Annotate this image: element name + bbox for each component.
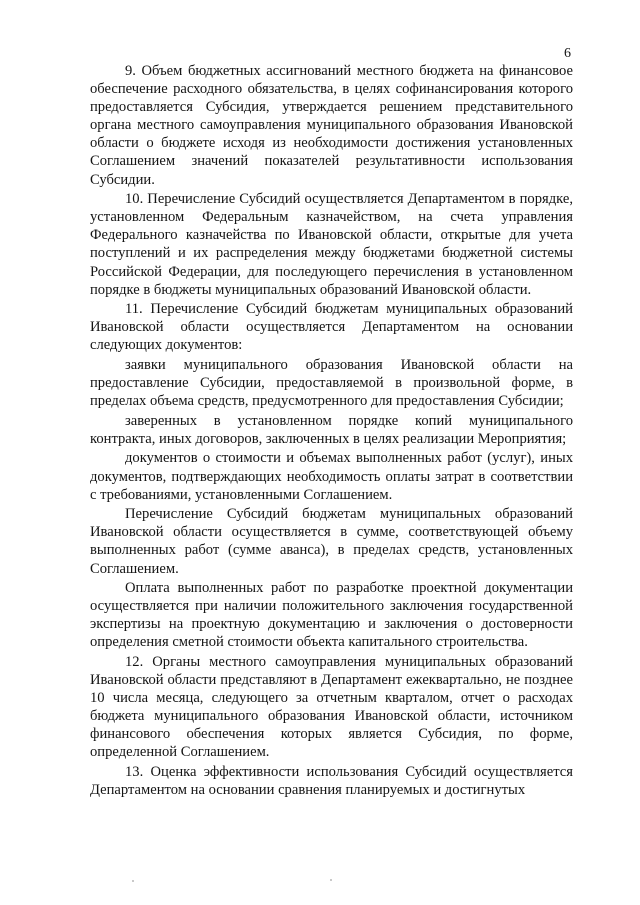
paragraph-9: 9. Объем бюджетных ассигнований местного бюджета на финансовое обеспечение расходного обязательства, в целях софинансирования которого предоставляется Субсидия, утверждается решением представительного органа местного самоуправления муниципального образования Ивановской области о бюджете исходя из необходимости достижения установленных Соглашением значений показателей результативности использования Субсидии. — [90, 63, 573, 188]
scan-artifact-dot — [330, 879, 332, 881]
paragraph-transfer-amount: Перечисление Субсидий бюджетам муниципальных образований Ивановской области осуществляется в сумме, соответствующей объему выполненных работ (сумме аванса), в пределах средств, установленных Соглашением. — [90, 506, 573, 577]
paragraph-10: 10. Перечисление Субсидий осуществляется Департаментом в порядке, установленном Федеральным казначейством, на счета управления Федерального казначейства по Ивановской области, открытые для учета поступлений и их распределения между бюджетами бюджетной системы Российской Федерации, для последующего перечисления в установленном порядке в бюджеты муниципальных образований Ивановской области. — [90, 191, 573, 298]
paragraph-11-item-application: заявки муниципального образования Ивановской области на предоставление Субсидии, предоставляемой в произвольной форме, в пределах объема средств, предусмотренного для предоставления Субсидии; — [90, 357, 573, 410]
paragraph-11: 11. Перечисление Субсидий бюджетам муниципальных образований Ивановской области осуществляется Департаментом на основании следующих документов: — [90, 301, 573, 354]
paragraph-11-item-contracts: заверенных в установленном порядке копий муниципального контракта, иных договоров, заключенных в целях реализации Мероприятия; — [90, 412, 573, 447]
paragraph-12: 12. Органы местного самоуправления муниципальных образований Ивановской области представляют в Департамент ежеквартально, не позднее 10 числа месяца, следующего за отчетным кварталом, отчет о расходах бюджета муниципального образования Ивановской области, источником финансового обеспечения которых является Субсидия, по форме, определенной Соглашением. — [90, 654, 573, 761]
document-body — [90, 62, 573, 799]
paragraph-11-item-cost-documents: документов о стоимости и объемах выполненных работ (услуг), иных документов, подтверждающих необходимость оплаты затрат в соответствии с требованиями, установленными Соглашением. — [90, 450, 573, 503]
page-number: 6 — [564, 46, 571, 61]
paragraph-design-payment: Оплата выполненных работ по разработке проектной документации осуществляется при наличии положительного заключения государственной экспертизы на проектную документацию и заключения о достоверности определения сметной стоимости объекта капитального строительства. — [90, 580, 573, 651]
scan-artifact-dot — [132, 880, 134, 882]
paragraph-13: 13. Оценка эффективности использования Субсидий осуществляется Департаментом на основании сравнения планируемых и достигнутых — [90, 764, 573, 799]
